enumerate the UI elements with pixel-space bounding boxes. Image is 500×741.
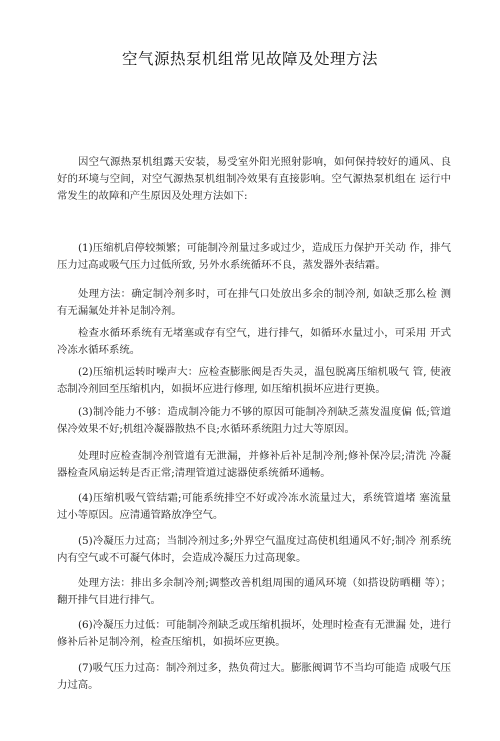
paragraph-10: (6)冷凝压力过低：可能制冷剂缺乏或压缩机损坏，处理时检查有无泄漏 处，进行修补后补足制冷剂，检查压缩机，如损坏应更换。 <box>57 619 451 648</box>
paragraph-9: 处理方法：排出多余制冷剂;调整改善机组周围的通风环境（如搭设防晒棚 等）；翻开排气目进行排气。 <box>57 577 451 606</box>
document-title: 空气源热泵机组常见故障及处理方法 <box>121 50 378 68</box>
paragraph-3: 检查水循环系统有无堵塞或存有空气，进行排气，如循环水量过小，可采用 开式冷冻水循环系统。 <box>57 327 451 356</box>
paragraph-7: (4)压缩机吸气管结霜;可能系统排空不好或冷冻水流量过大，系统管道堵 塞流量过小等原因。应清通管路放净空气。 <box>57 492 451 521</box>
paragraph-intro: 因空气源热泵机组露天安装，易受室外阳光照射影响，如何保持较好的通风、良好的环境与空间，对空气源热泵机组制冷效果有直接影响。空气源热泵机组在 运行中常发生的故障和产生原因及处理方法如下: <box>57 156 451 202</box>
paragraph-2: 处理方法：确定制冷剂多时，可在排气口处放出多余的制冷剂, 如缺乏那么检 测有无漏氟处并补足制冷剂。 <box>57 288 451 317</box>
paragraph-8: (5)冷凝压力过高；当制冷剂过多;外界空气温度过高使机组通风不好;制冷 剂系统内有空气或不可凝气体时，会造成冷凝压力过高现象。 <box>57 535 451 564</box>
paragraph-11: (7)吸气压力过高：制冷剂过多，热负荷过大。膨胀阀调节不当均可能造 成吸气压力过高。 <box>57 662 451 691</box>
paragraph-6: 处理时应检查制冷剂管道有无泄漏，并修补后补足制冷剂;修补保冷层;清洗 冷凝器检查风扇运转是否正常;清理管道过滤器使系统循环通畅。 <box>57 450 451 479</box>
paragraph-5: (3)制冷能力不够：造成制冷能力不够的原因可能制冷剂缺乏蒸发温度偏 低;管道保冷效果不好;机组冷凝器散热不良;水循环系统阻力过大等原因。 <box>57 406 451 435</box>
paragraph-4: (2)压缩机运转时噪声大：应检查膨胀阀是否失灵，温包脱离压缩机吸气 管, 使液态制冷剂回至压缩机内，如损坏应进行修理, 如压缩机损坏应进行更换。 <box>57 366 451 395</box>
paragraph-1: (1)压缩机启停较频繁；可能制冷剂量过多或过少，造成压力保护开关动 作，排气压力过高或吸气压力过低所致, 另外水系统循环不良，蒸发器外表结霜。 <box>57 242 451 271</box>
